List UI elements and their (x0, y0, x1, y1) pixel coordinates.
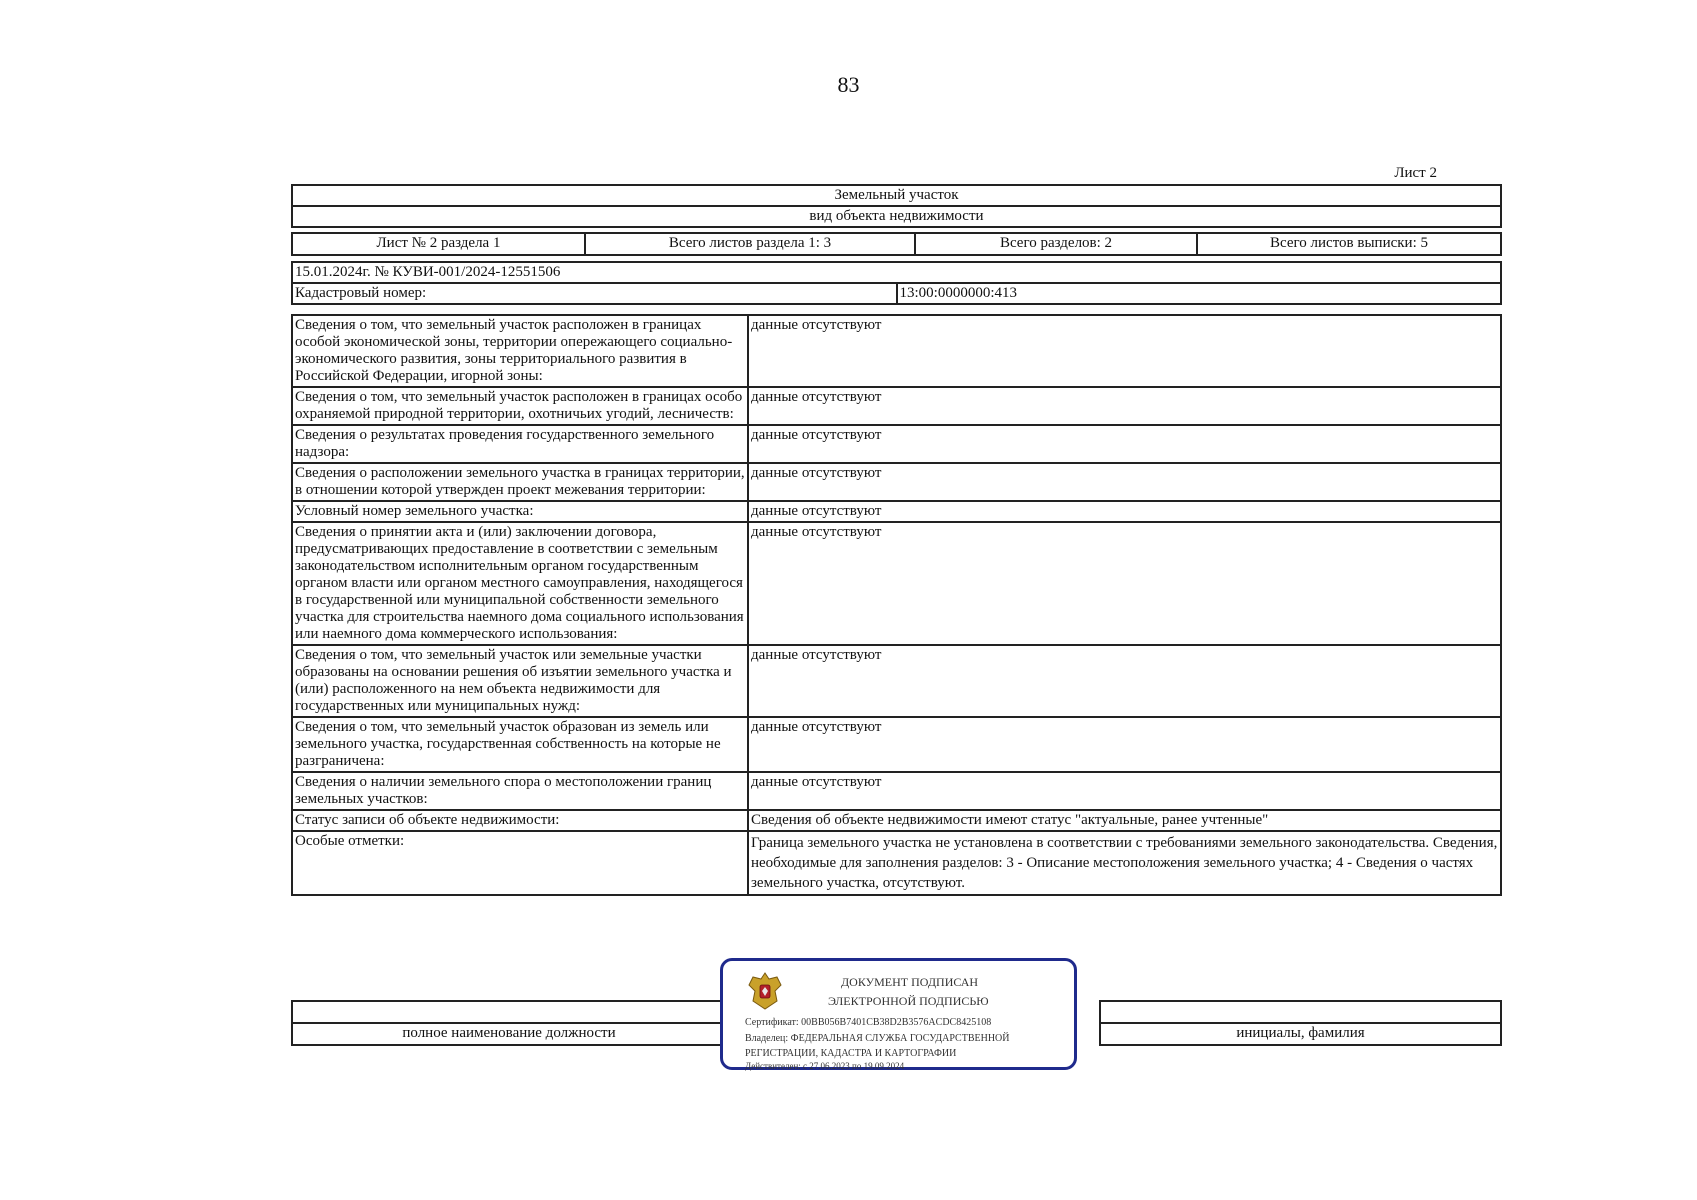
electronic-signature-stamp (720, 958, 1077, 1070)
object-kind-caption: вид объекта недвижимости (292, 206, 1501, 227)
details-table (291, 314, 1502, 896)
cadastral-label: Кадастровый номер: (292, 283, 897, 304)
row-label: Сведения о том, что земельный участок или земельные участки образованы на основании решения об изъятии земельного участка и (или) расположенного на нем объекта недвижимости для государственных или муниципальных нужд: (292, 645, 748, 717)
table-row (292, 831, 1501, 895)
table-row (292, 463, 1501, 501)
row-value: данные отсутствуют (748, 501, 1501, 522)
row-value: данные отсутствуют (748, 387, 1501, 425)
document-info-table (291, 261, 1502, 305)
stamp-owner-line2: РЕГИСТРАЦИИ, КАДАСТРА И КАРТОГРАФИИ (745, 1048, 957, 1059)
signature-name-field (1100, 1001, 1501, 1023)
total-sections: Всего разделов: 2 (915, 233, 1197, 255)
page-number: 83 (837, 72, 860, 97)
cadastral-value: 13:00:0000000:413 (897, 283, 1502, 304)
row-label: Сведения о результатах проведения государственного земельного надзора: (292, 425, 748, 463)
table-row (292, 717, 1501, 772)
object-type-table (291, 184, 1502, 228)
row-value: данные отсутствуют (748, 315, 1501, 387)
sheet-of-section: Лист № 2 раздела 1 (292, 233, 585, 255)
row-value: данные отсутствуют (748, 425, 1501, 463)
stamp-certificate: Сертификат: 00BB056B7401CB38D2B3576ACDC8425108 (745, 1017, 992, 1028)
stamp-validity: Действителен: с 27.06.2023 по 19.09.2024 (745, 1061, 905, 1071)
table-row (292, 772, 1501, 810)
row-value: Сведения об объекте недвижимости имеют статус "актуальные, ранее учтенные" (748, 810, 1501, 831)
table-row (292, 645, 1501, 717)
row-label: Сведения о том, что земельный участок образован из земель или земельного участка, государственная собственность на которые не разграничена: (292, 717, 748, 772)
document-date-number: 15.01.2024г. № КУВИ-001/2024-12551506 (292, 262, 1501, 283)
stamp-line2: ЭЛЕКТРОННОЙ ПОДПИСЬЮ (828, 994, 989, 1008)
object-type: Земельный участок (292, 185, 1501, 206)
signature-position-field (292, 1001, 726, 1023)
row-label: Сведения о наличии земельного спора о местоположении границ земельных участков: (292, 772, 748, 810)
table-row (292, 522, 1501, 645)
row-label: Условный номер земельного участка: (292, 501, 748, 522)
total-sheets-extract: Всего листов выписки: 5 (1197, 233, 1501, 255)
name-caption: инициалы, фамилия (1100, 1023, 1501, 1045)
row-label: Сведения о принятии акта и (или) заключении договора, предусматривающих предоставление в соответствии с земельным законодательством исполнительным органом государственным органом власти или органом местного самоуправления, находящегося в государственной или муниципальной собственности земельного участка для строительства наемного дома социального использования или наемного дома коммерческого использования: (292, 522, 748, 645)
table-row (292, 387, 1501, 425)
coat-of-arms-icon (745, 969, 785, 1013)
table-row (292, 501, 1501, 522)
stamp-line1: ДОКУМЕНТ ПОДПИСАН (841, 975, 979, 989)
sheet-info-table (291, 232, 1502, 256)
sheet-label: Лист 2 (1394, 165, 1437, 181)
row-value: данные отсутствуют (748, 717, 1501, 772)
row-label: Сведения о расположении земельного участка в границах территории, в отношении которой утвержден проект межевания территории: (292, 463, 748, 501)
row-label: Статус записи об объекте недвижимости: (292, 810, 748, 831)
row-value: данные отсутствуют (748, 645, 1501, 717)
row-label: Сведения о том, что земельный участок расположен в границах особо охраняемой природной территории, охотничьих угодий, лесничеств: (292, 387, 748, 425)
total-sheets-section: Всего листов раздела 1: 3 (585, 233, 915, 255)
row-label: Сведения о том, что земельный участок расположен в границах особой экономической зоны, территории опережающего социально-экономического развития, зоны территориального развития в Российской Федерации, игорной зоны: (292, 315, 748, 387)
row-label: Особые отметки: (292, 831, 748, 895)
position-caption: полное наименование должности (292, 1023, 726, 1045)
row-value: данные отсутствуют (748, 772, 1501, 810)
stamp-owner-line1: Владелец: ФЕДЕРАЛЬНАЯ СЛУЖБА ГОСУДАРСТВЕННОЙ (745, 1033, 1010, 1044)
table-row (292, 315, 1501, 387)
table-row (292, 425, 1501, 463)
table-row (292, 810, 1501, 831)
row-value: данные отсутствуют (748, 522, 1501, 645)
row-value: данные отсутствуют (748, 463, 1501, 501)
row-value: Граница земельного участка не установлена в соответствии с требованиями земельного законодательства. Сведения, необходимые для заполнения разделов: 3 - Описание местоположения земельного участка; 4 - Сведения о частях земельного участка, отсутствуют. (748, 831, 1501, 895)
